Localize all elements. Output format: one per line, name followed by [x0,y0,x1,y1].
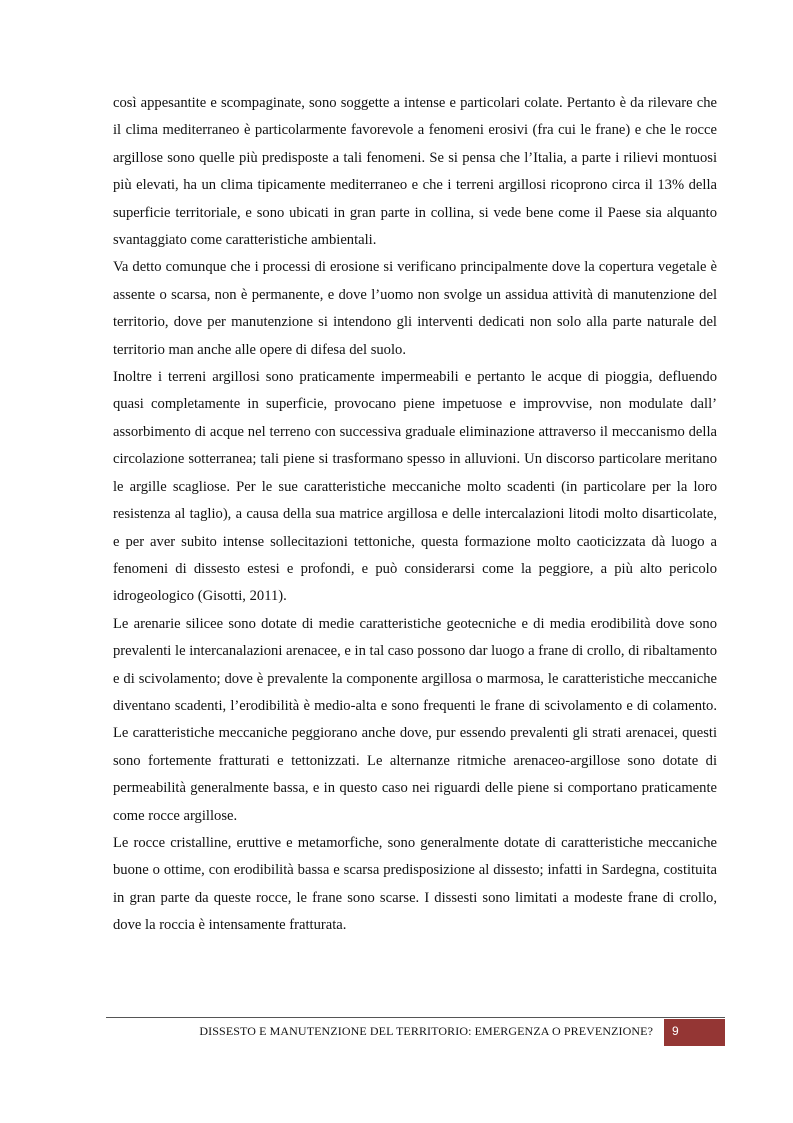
paragraph-4: Le arenarie silicee sono dotate di medie caratteristiche geotecniche e di media erodibilità dove sono prevalenti le intercanalazioni arenacee, e in tal caso possono dar luogo a frane di crollo, di ribaltamento e di scivolamento; dove è prevalente la componente argillosa o marmosa, le caratteristiche meccaniche diventano scadenti, l’erodibilità è medio-alta e sono frequenti le frane di scivolamento e di colamento. Le caratteristiche meccaniche peggiorano anche dove, pur essendo prevalenti gli strati arenacei, questi sono fortemente fratturati e tettonizzati. Le alternanze ritmiche arenaceo-argillose sono dotate di permeabilità generalmente bassa, e in questo caso nei riguardi delle piene si comportano praticamente come rocce argillose. [113,615,717,824]
page-body [113,90,717,940]
paragraph-5: Le rocce cristalline, eruttive e metamorfiche, sono generalmente dotate di caratteristiche meccaniche buone o ottime, con erodibilità bassa e scarsa predisposizione al dissesto; infatti in Sardegna, costituita in gran parte da queste rocce, le frane sono scarse. I dissesti sono limitati a modeste frane di crollo, dove la roccia è intensamente fratturata. [113,834,717,934]
page-footer [106,1017,725,1046]
paragraph-3: Inoltre i terreni argillosi sono praticamente impermeabili e pertanto le acque di pioggia, defluendo quasi completamente in superficie, provocano piene impetuose e improvvise, non modulate dall’ assorbimento di acque nel terreno con successiva graduale eliminazione attraverso il meccanismo della circolazione sotterranea; tali piene si trasformano spesso in alluvioni. Un discorso particolare meritano le argille scagliose. Per le sue caratteristiche meccaniche molto scadenti (in particolare per la loro resistenza al taglio), a causa della sua matrice argillosa e delle intercalazioni litodi molto disarticolate, e per aver subito intense sollecitazioni tettoniche, questa formazione molto caoticizzata dà luogo a fenomeni di dissesto estesi e profondi, e può considerarsi come la peggiore, a più alto pericolo idrogeologico (Gisotti, 2011). [113,369,717,605]
paragraph-1: così appesantite e scompaginate, sono soggette a intense e particolari colate. Pertanto è da rilevare che il clima mediterraneo è particolarmente favorevole a fenomeni erosivi (fra cui le frane) e che le rocce argillose sono quelle più predisposte a tali fenomeni. Se si pensa che l’Italia, a parte i rilievi montuosi più elevati, ha un clima tipicamente mediterraneo e che i terreni argillosi ricoprono circa il 13% della superficie territoriale, e sono ubicati in gran parte in collina, si vede bene come il Paese sia alquanto svantaggiato come caratteristiche ambientali. [113,95,717,249]
page-number-box [664,1019,725,1046]
paragraph-2: Va detto comunque che i processi di erosione si verificano principalmente dove la copertura vegetale è assente o scarsa, non è permanente, e dove l’uomo non svolge un assidua attività di manutenzione del territorio, dove per manutenzione si intendono gli interventi dedicati non solo alla parte naturale del territorio man anche alle opere di difesa del suolo. [113,259,717,358]
page-number: 9 [672,1024,679,1038]
footer-title: DISSESTO E MANUTENZIONE DEL TERRITORIO: EMERGENZA O PREVENZIONE? [199,1024,653,1038]
